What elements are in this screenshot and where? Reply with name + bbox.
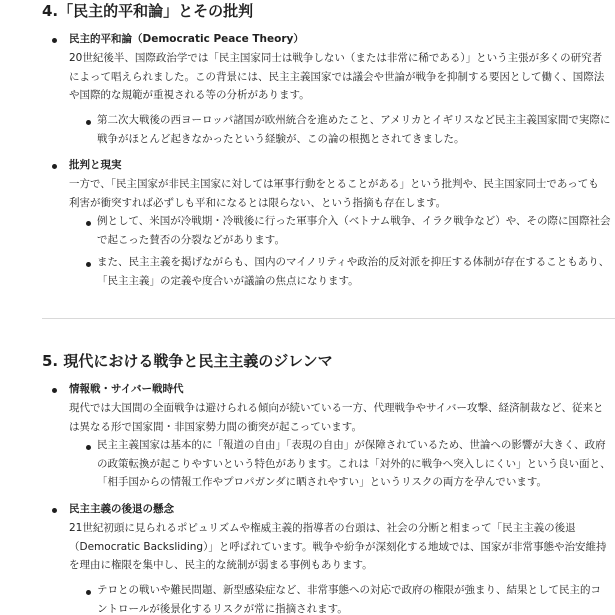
section-divider [42, 318, 615, 319]
bullet [52, 38, 57, 43]
sub-bullet [86, 262, 91, 267]
bullet [52, 164, 57, 169]
item-title: 批判と現実 [69, 159, 122, 171]
item-title: 民主的平和論（Democratic Peace Theory） [69, 33, 304, 45]
item-paragraph: 20世紀後半、国際政治学では「民主国家同士は戦争しない（または非常に稀である）」という主張が多くの研究者によって唱えられました。この背景には、民主主義国家では議会や世論が戦争を抑制する要因として働く、国際法や国際的な規範が重視される等の分析があります。 [69, 52, 605, 101]
sub-bullet [86, 590, 91, 595]
section-heading-5: 5. 現代における戦争と民主主義のジレンマ [42, 352, 333, 370]
sub-bullet [86, 445, 91, 450]
item-title: 民主主義の後退の懸念 [69, 503, 174, 515]
item-title: 情報戦・サイバー戦時代 [69, 383, 184, 395]
sub-item-paragraph: テロとの戦いや難民問題、新型感染症など、非常事態への対応で政府の権限が強まり、結果として民主的コントロールが後景化するリスクが常に指摘されます。 [97, 584, 601, 615]
item-paragraph: 現代では大国間の全面戦争は避けられる傾向が続いている一方、代理戦争やサイバー攻撃、経済制裁など、従来とは異なる形で国家間・非国家勢力間の衝突が起こっています。 [69, 402, 604, 433]
sub-bullet [86, 120, 91, 125]
item-paragraph: 21世紀初頭に見られるポピュリズムや権威主義的指導者の台頭は、社会の分断と相まって「民主主義の後退（Democratic Backsliding）」と呼ばれています。戦争や紛争が深刻化する地域では、国家が非常事態や治安維持を理由に権限を集中し、民主的な統制が弱まる事例もあります。 [69, 522, 607, 571]
item-paragraph: 一方で、「民主国家が非民主国家に対しては軍事行動をとることがある」という批判や、民主国家同士であっても利害が衝突すれば必ずしも平和になるとは限らない、という指摘も存在します。 [69, 178, 599, 209]
bullet [52, 388, 57, 393]
bullet [52, 508, 57, 513]
sub-item-paragraph: 第二次大戦後の西ヨーロッパ諸国が欧州統合を進めたこと、アメリカとイギリスなど民主主義国家間で実際に戦争がほとんど起きなかったという経験が、この論の根拠とされてきました。 [97, 114, 611, 145]
sub-item-paragraph: 民主主義国家は基本的に「報道の自由」「表現の自由」が保障されているため、世論への影響が大きく、政府の政策転換が起こりやすいという特色があります。これは「対外的に戦争へ突入しにくい」という良い面と、「相手国からの情報工作やプロパガンダに晒されやすい」というリスクの両方を孕んでいます。 [97, 439, 611, 488]
sub-item-paragraph: また、民主主義を掲げながらも、国内のマイノリティや政治的反対派を抑圧する体制が存在することもあり、「民主主義」の定義や度合いが議論の焦点になります。 [97, 256, 610, 287]
section-heading-4: 4.「民主的平和論」とその批判 [42, 2, 254, 20]
sub-item-paragraph: 例として、米国が冷戦期・冷戦後に行った軍事介入（ベトナム戦争、イラク戦争など）や、その際に国際社会で起こった賛否の分裂などがあります。 [97, 215, 611, 246]
sub-bullet [86, 221, 91, 226]
